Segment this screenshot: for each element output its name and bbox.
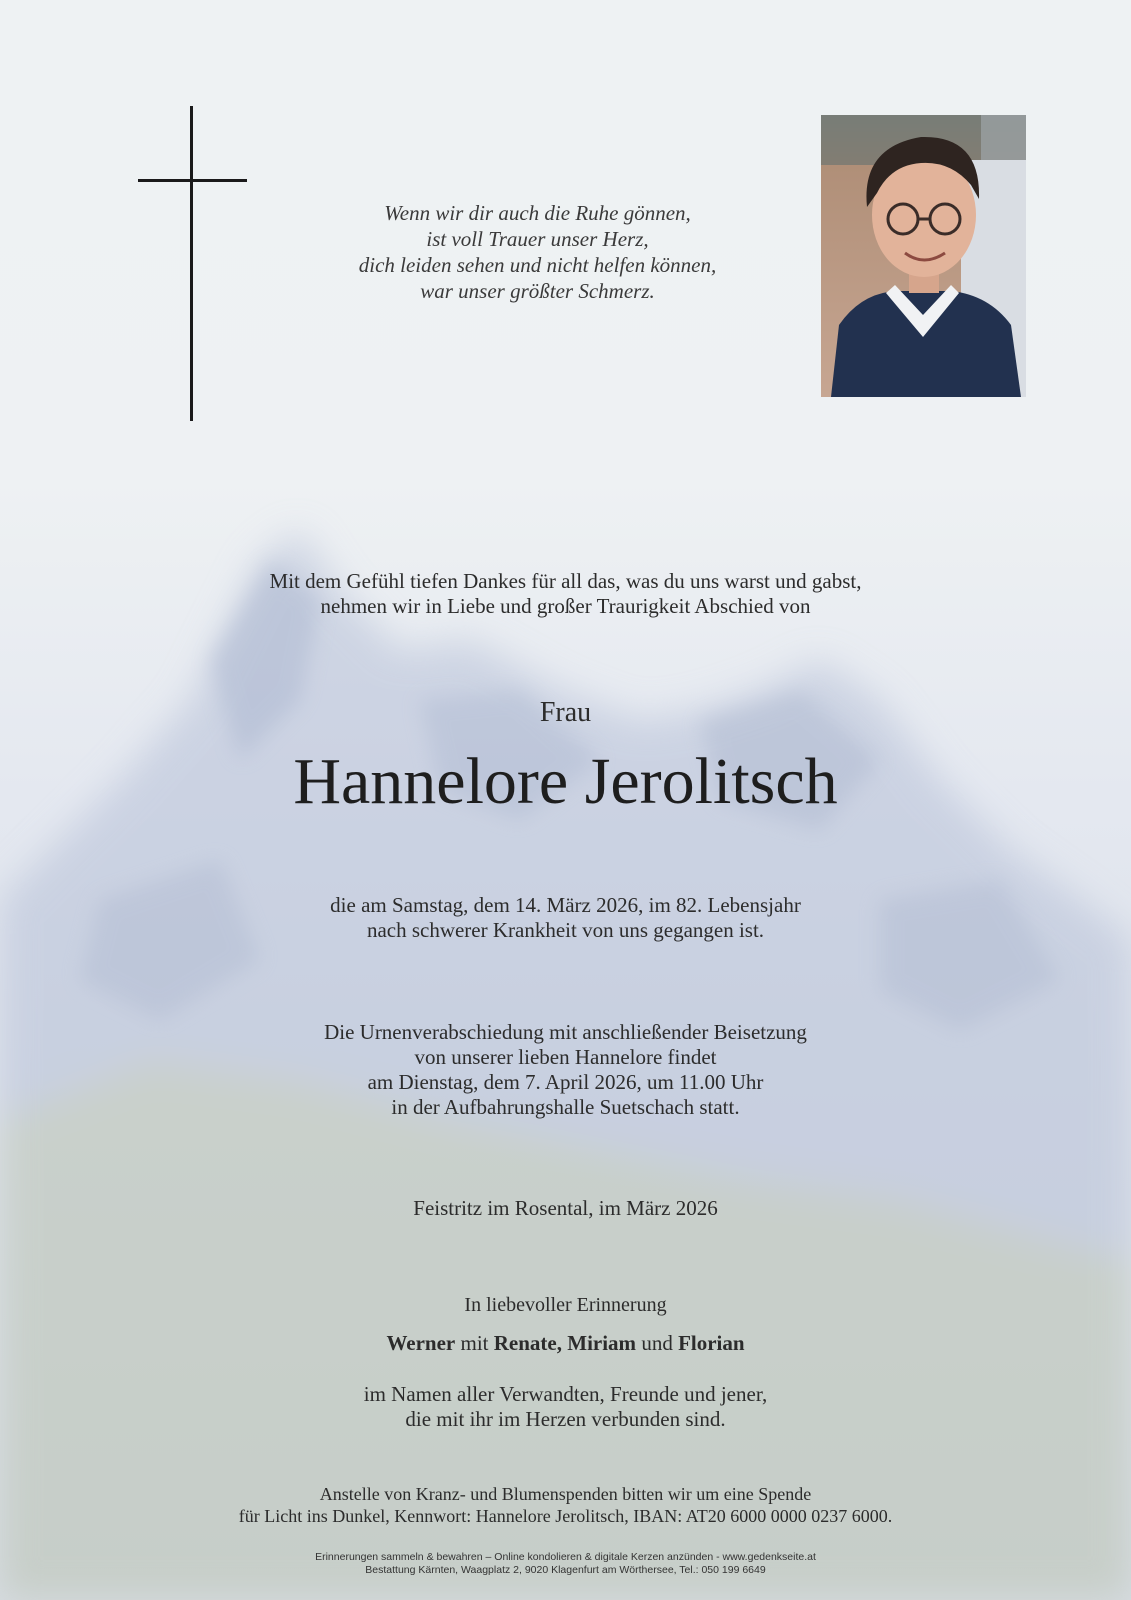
ceremony-line: Die Urnenverabschiedung mit anschließender Beisetzung: [324, 1020, 807, 1044]
intro-line: Mit dem Gefühl tiefen Dankes für all das, was du uns warst und gabst,: [269, 569, 862, 593]
poem-line: war unser größter Schmerz.: [420, 279, 655, 303]
ceremony-details: [0, 1020, 1131, 1120]
footer: [0, 1551, 1131, 1577]
ceremony-line: von unserer lieben Hannelore findet: [414, 1045, 717, 1069]
footer-line: Bestattung Kärnten, Waagplatz 2, 9020 Klagenfurt am Wörthersee, Tel.: 050 199 6649: [365, 1564, 766, 1576]
poem: [300, 200, 775, 304]
family-conjunction: und: [636, 1331, 679, 1355]
poem-line: ist voll Trauer unser Herz,: [426, 227, 649, 251]
intro-line: nehmen wir in Liebe und großer Traurigkeit Abschied von: [320, 594, 811, 618]
ceremony-line: am Dienstag, dem 7. April 2026, um 11.00 Uhr: [367, 1070, 764, 1094]
portrait-photo: [821, 115, 1026, 397]
deceased-name: Hannelore Jerolitsch: [293, 745, 838, 818]
family-name: Florian: [678, 1331, 745, 1355]
family-conjunction: mit: [455, 1331, 494, 1355]
donation-line: für Licht ins Dunkel, Kennwort: Hannelore Jerolitsch, IBAN: AT20 6000 0000 0237 6000.: [238, 1506, 893, 1526]
relatives-text: [0, 1382, 1131, 1432]
donation-request: [0, 1483, 1131, 1527]
cross-horizontal-bar: [138, 179, 247, 182]
poem-line: dich leiden sehen und nicht helfen können,: [358, 253, 717, 277]
relatives-line: die mit ihr im Herzen verbunden sind.: [405, 1407, 726, 1431]
memory-line: In liebevoller Erinnerung: [464, 1294, 667, 1316]
cross-icon: [138, 106, 248, 421]
family-names: [0, 1331, 1131, 1356]
footer-line: Erinnerungen sammeln & bewahren – Online kondolieren & digitale Kerzen anzünden - www.gedenkseite.at: [315, 1551, 816, 1563]
salutation: Frau: [539, 697, 592, 728]
donation-line: Anstelle von Kranz- und Blumenspenden bitten wir um eine Spende: [319, 1484, 812, 1504]
relatives-line: im Namen aller Verwandten, Freunde und jener,: [363, 1382, 768, 1406]
place-date: Feistritz im Rosental, im März 2026: [413, 1196, 718, 1220]
cross-vertical-bar: [190, 106, 193, 421]
intro-text: [0, 569, 1131, 619]
death-notice-line: nach schwerer Krankheit von uns gegangen ist.: [366, 918, 765, 942]
death-notice: [0, 893, 1131, 943]
poem-line: Wenn wir dir auch die Ruhe gönnen,: [384, 201, 691, 225]
family-name: Renate, Miriam: [493, 1331, 637, 1355]
family-name: Werner: [386, 1331, 456, 1355]
death-notice-line: die am Samstag, dem 14. März 2026, im 82. Lebensjahr: [330, 893, 801, 917]
ceremony-line: in der Aufbahrungshalle Suetschach statt.: [391, 1095, 740, 1119]
